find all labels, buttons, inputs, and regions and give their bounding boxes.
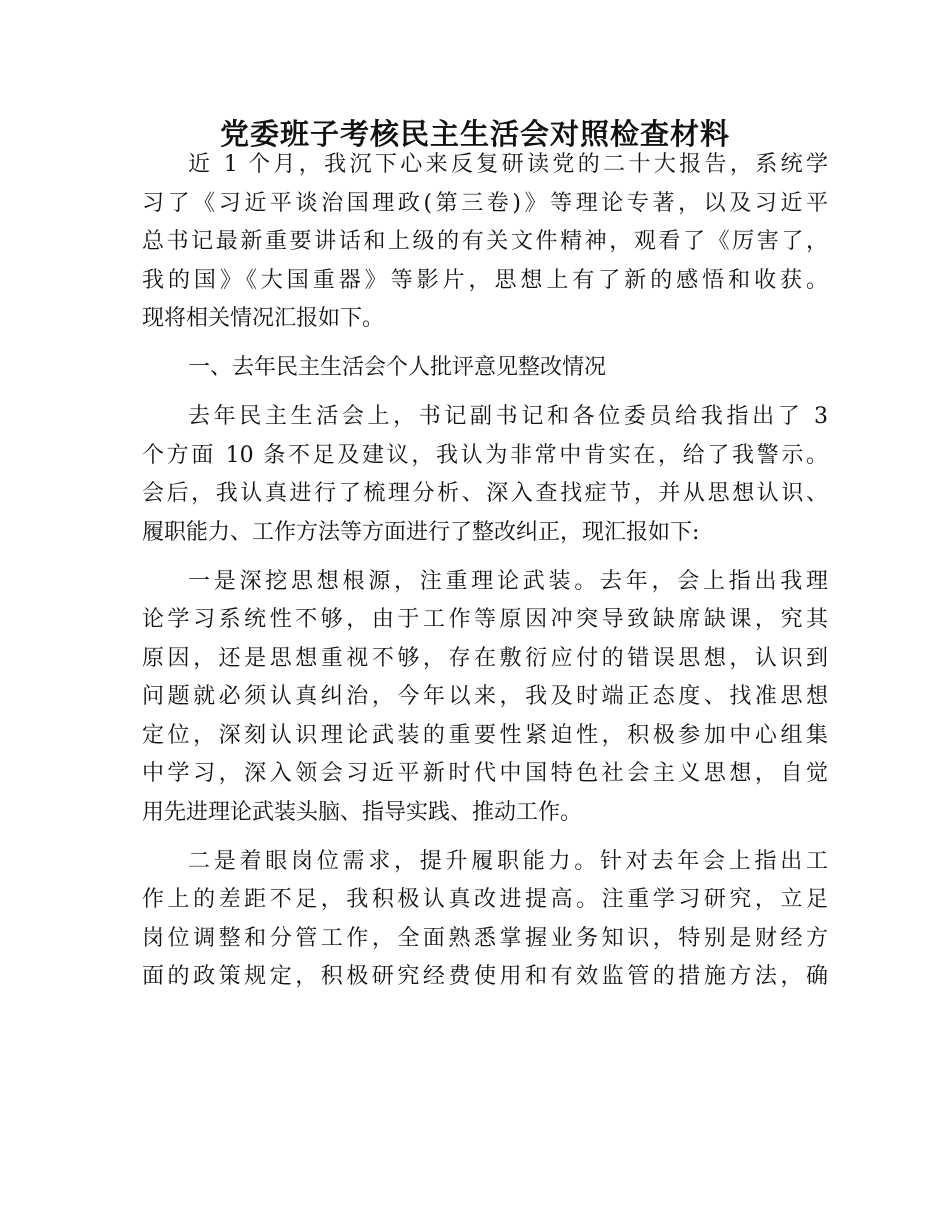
paragraph-overview bbox=[142, 398, 828, 552]
document-title: 党委班子考核民主生活会对照检查材料 bbox=[219, 117, 730, 151]
text-line: 中学习，深入领会习近平新时代中国特色社会主义思想，自觉 bbox=[142, 761, 828, 786]
text-line: 用先进理论武装头脑、指导实践、推动工作。 bbox=[142, 799, 583, 825]
text-line: 面的政策规定，积极研究经费使用和有效监管的措施方法，确 bbox=[142, 964, 828, 989]
text-line: 二是着眼岗位需求，提升履职能力。针对去年会上指出工 bbox=[188, 848, 828, 874]
text-line: 总书记最新重要讲话和上级的有关文件精神，观看了《厉害了， bbox=[142, 229, 828, 254]
text-line: 定位，深刻认识理论武装的重要性紧迫性，积极参加中心组集 bbox=[142, 722, 828, 748]
text-line: 原因，还是思想重视不够，存在敷衍应付的错误思想，认识到 bbox=[142, 645, 828, 671]
text-line: 岗位调整和分管工作，全面熟悉掌握业务知识，特别是财经方 bbox=[142, 925, 828, 951]
text-line: 一是深挖思想根源，注重理论武装。去年，会上指出我理 bbox=[188, 568, 828, 594]
text-line: 习了《习近平谈治国理政(第三卷)》等理论专著，以及习近平 bbox=[142, 190, 828, 216]
text-line: 问题就必须认真纠治，今年以来，我及时端正态度、找准思想 bbox=[142, 684, 828, 709]
text-line: 作上的差距不足，我积极认真改进提高。注重学习研究，立足 bbox=[142, 887, 828, 912]
text-line: 近 1 个月，我沉下心来反复研读党的二十大报告，系统学 bbox=[188, 152, 828, 177]
paragraph-point-one bbox=[142, 563, 828, 833]
text-line: 我的国》《大国重器》等影片，思想上有了新的感悟和收获。 bbox=[142, 267, 828, 293]
text-line: 论学习系统性不够，由于工作等原因冲突导致缺席缺课，究其 bbox=[142, 607, 828, 632]
document-body bbox=[142, 146, 828, 997]
text-line: 履职能力、工作方法等方面进行了整改纠正，现汇报如下: bbox=[142, 519, 700, 545]
paragraph-intro bbox=[142, 146, 828, 339]
text-line: 个方面 10 条不足及建议，我认为非常中肯实在，给了我警示。 bbox=[142, 442, 828, 468]
text-line: 去年民主生活会上，书记副书记和各位委员给我指出了 3 bbox=[188, 404, 828, 429]
text-line: 会后，我认真进行了梳理分析、深入查找症节，并从思想认识、 bbox=[142, 481, 828, 506]
paragraph-point-two bbox=[142, 843, 828, 997]
text-line: 现将相关情况汇报如下。 bbox=[142, 306, 385, 331]
heading-line: 一、去年民主生活会个人批评意见整改情况 bbox=[188, 355, 607, 380]
section-heading bbox=[142, 349, 828, 388]
